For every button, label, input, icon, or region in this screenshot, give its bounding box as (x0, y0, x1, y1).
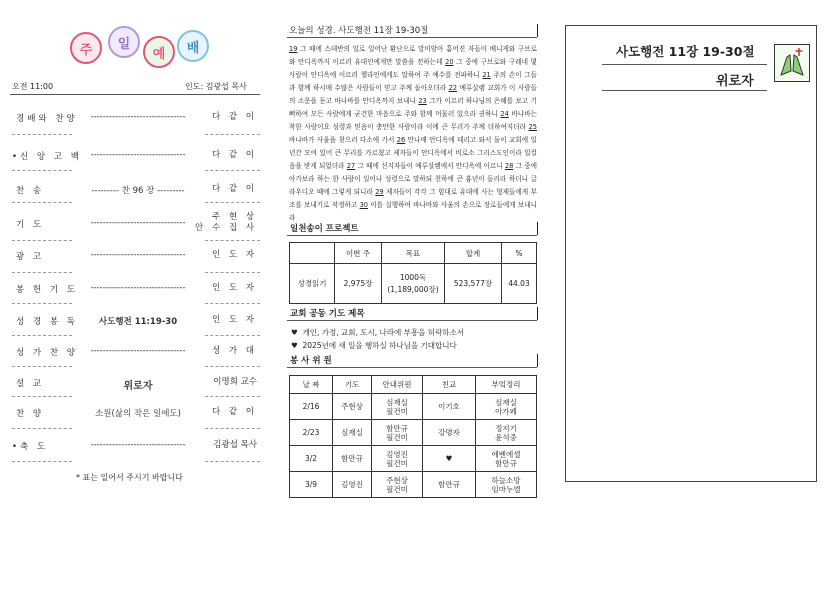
verse-number: 21 (482, 71, 491, 79)
verse-text: 예루살렘 교회가 이 사람들의 소문을 듣고 바나바를 안디옥까지 보내니 (289, 84, 537, 105)
divider (12, 240, 72, 241)
servers-row (290, 420, 537, 446)
order-row (12, 407, 257, 421)
servers-row (290, 446, 537, 472)
verse-number: 28 (504, 162, 514, 170)
order-row (12, 250, 257, 264)
verse-number: 19 (289, 45, 298, 53)
reading-header: 합계 (445, 243, 502, 264)
divider (205, 170, 260, 171)
service-time: 오전 11:00 (12, 82, 54, 91)
divider (205, 272, 260, 273)
prayer-item (291, 326, 464, 339)
order-label: 봉 헌 기 도 (16, 285, 78, 295)
order-label: 성 가 찬 양 (16, 348, 78, 358)
order-row (12, 346, 257, 360)
divider (12, 272, 72, 273)
verse-text: 그 중에 구브로와 구레네 몇 사람이 안디옥에 이르러 헬라인에게도 말하여 주 예수를 전파하니 (289, 58, 537, 79)
standing-footnote: * 표는 일어서 주시기 바랍니다 (76, 473, 183, 482)
prayer-list (291, 326, 464, 352)
divider (12, 134, 72, 135)
logo-char-3: 예 (143, 36, 175, 68)
reading-table (289, 242, 537, 304)
servers-cell: 에벤에셀 함만규 (476, 446, 537, 472)
order-leader: 이명희 교수 (213, 377, 257, 387)
heart-icon: ♥ (291, 328, 298, 337)
divider (205, 461, 260, 462)
reading-header: 이번 주 (335, 243, 382, 264)
scripture-title: 오늘의 성경. 사도행전 11장 19-30절 (289, 26, 429, 36)
order-label: •축 도 (12, 442, 49, 452)
order-leader: 김광섭 목사 (213, 440, 257, 450)
reading-header: % (502, 243, 537, 264)
order-row (12, 150, 257, 164)
divider (12, 170, 72, 171)
reading-cell: 1000독 (1,189,000장) (382, 264, 445, 304)
servers-row (290, 472, 537, 498)
servers-cell: 주현상 필건미 (372, 472, 423, 498)
reading-title: 일천송이 프로젝트 (290, 224, 359, 234)
order-label: 광 고 (16, 252, 45, 262)
verse-number: 22 (448, 84, 458, 92)
verse-number: 24 (500, 110, 509, 118)
divider (205, 396, 260, 397)
order-leader: 인 도 자 (211, 250, 257, 260)
verse-text: 이를 실행하여 바나바와 사울의 손으로 장로들에게 보내니라 (289, 201, 537, 222)
reading-title-bar (537, 222, 538, 235)
order-content: ------------------------------- (90, 250, 186, 260)
sermon-title-small: 위로자 (123, 381, 153, 392)
order-label: 설 교 (16, 379, 45, 389)
servers-cell: 함만규 (423, 472, 476, 498)
verse-number: 26 (396, 136, 406, 144)
divider (12, 396, 72, 397)
servers-cell: 3/2 (290, 446, 333, 472)
servers-header: 날 짜 (290, 376, 333, 394)
verse-text: 그 중에 아가보라 하는 한 사람이 일어나 성령으로 말하되 천하에 큰 흉년이 들리라 하더니 글라우디오 때에 그렇게 되니라 (289, 162, 537, 196)
servers-header: 안내위원 (372, 376, 423, 394)
scripture-title-bar (537, 24, 538, 37)
sermon-title: 위로자 (716, 74, 754, 89)
servers-title-bar (537, 354, 538, 367)
order-label: 찬 양 (16, 409, 45, 419)
divider (12, 461, 72, 462)
verse-number: 27 (346, 162, 356, 170)
servers-cell: 3/9 (290, 472, 333, 498)
servers-cell: 심재실 아가페 (476, 394, 537, 420)
order-content: ------------------------------- (90, 218, 186, 228)
order-content: ------------------------------- (90, 283, 186, 293)
order-row (12, 440, 257, 454)
reading-title-rule (287, 235, 537, 236)
servers-row (290, 394, 537, 420)
prayer-item (291, 339, 464, 352)
order-row (12, 377, 257, 391)
order-row (12, 315, 257, 329)
servers-cell: 2/16 (290, 394, 333, 420)
servers-cell: ♥ (423, 446, 476, 472)
divider (205, 240, 260, 241)
divider (205, 335, 260, 336)
servers-cell: 정지기 윤석중 (476, 420, 537, 446)
verse-text: 바나바는 착한 사람이요 성령과 믿음이 충만한 사람이라 이에 큰 무리가 주께 더하여지더라 (289, 110, 537, 131)
servers-cell: 이기호 (423, 394, 476, 420)
order-leader: 인 도 자 (211, 315, 257, 325)
divider (205, 303, 260, 304)
verse-number: 20 (445, 58, 454, 66)
order-label: •신 앙 고 백 (12, 152, 82, 162)
servers-cell: 심재실 (333, 420, 372, 446)
servers-header: 부엌정리 (476, 376, 537, 394)
servers-header: 기도 (333, 376, 372, 394)
order-row (12, 184, 257, 198)
servers-cell: 함만규 (333, 446, 372, 472)
order-label: 성 경 봉 독 (16, 317, 78, 327)
servers-cell: 2/23 (290, 420, 333, 446)
sermon-title-rule (602, 90, 767, 91)
order-label: 기 도 (16, 220, 45, 230)
verse-number: 25 (528, 123, 537, 131)
scripture-text (289, 43, 537, 225)
logo-char-2: 일 (108, 26, 140, 58)
divider (205, 366, 260, 367)
sermon-passage: 사도행전 11장 19-30절 (616, 44, 755, 59)
reading-header: 목표 (382, 243, 445, 264)
verse-text: 그 때에 선지자들이 예루살렘에서 안디옥에 이르니 (357, 162, 503, 170)
prayer-text: 개인, 가정, 교회, 도시, 나라에 부흥을 허락하소서 (302, 328, 465, 337)
order-content: ------------------------------- (90, 112, 186, 122)
verse-text: 주의 손이 그들과 함께 하시매 수많은 사람들이 믿고 주께 돌아오더라 (289, 71, 537, 92)
order-leader: 다 같 이 (211, 407, 257, 417)
sermon-box (565, 25, 817, 482)
header-rule (10, 94, 260, 95)
servers-cell: 김영진 (333, 472, 372, 498)
logo-char-1: 주 (70, 32, 102, 64)
praying-hands-icon (774, 44, 810, 82)
divider (12, 366, 72, 367)
order-content: --------- 찬 96 장 --------- (91, 186, 185, 196)
heart-icon: ♥ (291, 341, 298, 350)
servers-title: 봉 사 위 원 (290, 356, 332, 366)
verse-text: 그 때에 스데반의 일로 일어난 환난으로 말미암아 흩어진 자들이 베니게와 구브로와 안디옥까지 이르러 유대인에게만 말씀을 전하는데 (289, 45, 537, 66)
prayer-title-rule (287, 320, 537, 321)
prayer-text: 2025년에 새 일을 행하실 하나님을 기대합니다 (302, 341, 457, 350)
order-leader: 다 같 이 (211, 150, 257, 160)
verse-text: 그가 이르러 하나님의 은혜를 보고 기뻐하여 모든 사람에게 굳건한 마음으로 주와 함께 머물러 있으라 권하니 (289, 97, 537, 118)
servers-table (289, 375, 537, 498)
order-leader: 주 현 상 안 수 집 사 (195, 212, 257, 233)
order-row (12, 112, 257, 126)
divider (12, 303, 72, 304)
servers-header: 친교 (423, 376, 476, 394)
servers-cell: 김영진 필건미 (372, 446, 423, 472)
divider (205, 202, 260, 203)
divider (12, 335, 72, 336)
order-row (12, 212, 257, 238)
prayer-title: 교회 공동 기도 제목 (290, 309, 365, 319)
servers-cell: 함만규 필건미 (372, 420, 423, 446)
reading-cell: 44.03 (502, 264, 537, 304)
order-leader: 다 같 이 (211, 112, 257, 122)
order-leader: 인 도 자 (211, 283, 257, 293)
order-label: 찬 송 (16, 186, 45, 196)
divider (12, 202, 72, 203)
reading-cell: 성경읽기 (290, 264, 335, 304)
servers-title-rule (287, 367, 537, 368)
reading-cell: 523,577장 (445, 264, 502, 304)
servers-cell: 심재실 필건미 (372, 394, 423, 420)
verse-text: 바나바가 사울을 찾으러 다소에 가서 (289, 136, 395, 144)
order-row (12, 283, 257, 297)
servers-cell: 하늘소망 임마누엘 (476, 472, 537, 498)
logo-char-4: 배 (177, 30, 209, 62)
servers-cell: 주현상 (333, 394, 372, 420)
order-leader: 성 가 대 (211, 346, 257, 356)
order-leader: 다 같 이 (211, 184, 257, 194)
order-content: ------------------------------- (90, 346, 186, 356)
divider (205, 428, 260, 429)
scripture-title-rule (287, 37, 537, 38)
sermon-passage-rule (602, 64, 767, 65)
prayer-title-bar (537, 307, 538, 320)
order-content: ------------------------------- (90, 440, 186, 450)
servers-cell: 강명자 (423, 420, 476, 446)
divider (12, 428, 72, 429)
verse-number: 30 (359, 201, 368, 209)
verse-text: 만나매 안디옥에 데리고 와서 둘이 교회에 일 년간 모여 있어 큰 무리를 가르쳤고 제자들이 안디옥에서 비로소 그리스도인이라 일컬음을 받게 되었더라 (289, 136, 537, 170)
order-label: 경배와 찬양 (16, 114, 78, 124)
order-content: ------------------------------- (90, 150, 186, 160)
order-content: 사도행전 11:19-30 (98, 317, 178, 327)
verse-number: 29 (375, 188, 384, 196)
reading-header (290, 243, 335, 264)
reading-cell: 2,975장 (335, 264, 382, 304)
service-leader: 인도: 김광섭 목사 (185, 82, 247, 91)
order-content: 소원(삶의 작은 일에도) (95, 409, 181, 419)
divider (205, 134, 260, 135)
worship-logo (70, 28, 210, 68)
verse-text: 제자들이 각각 그 힘대로 유대에 사는 형제들에게 부조를 보내기로 작정하고 (289, 188, 537, 209)
verse-number: 23 (418, 97, 427, 105)
